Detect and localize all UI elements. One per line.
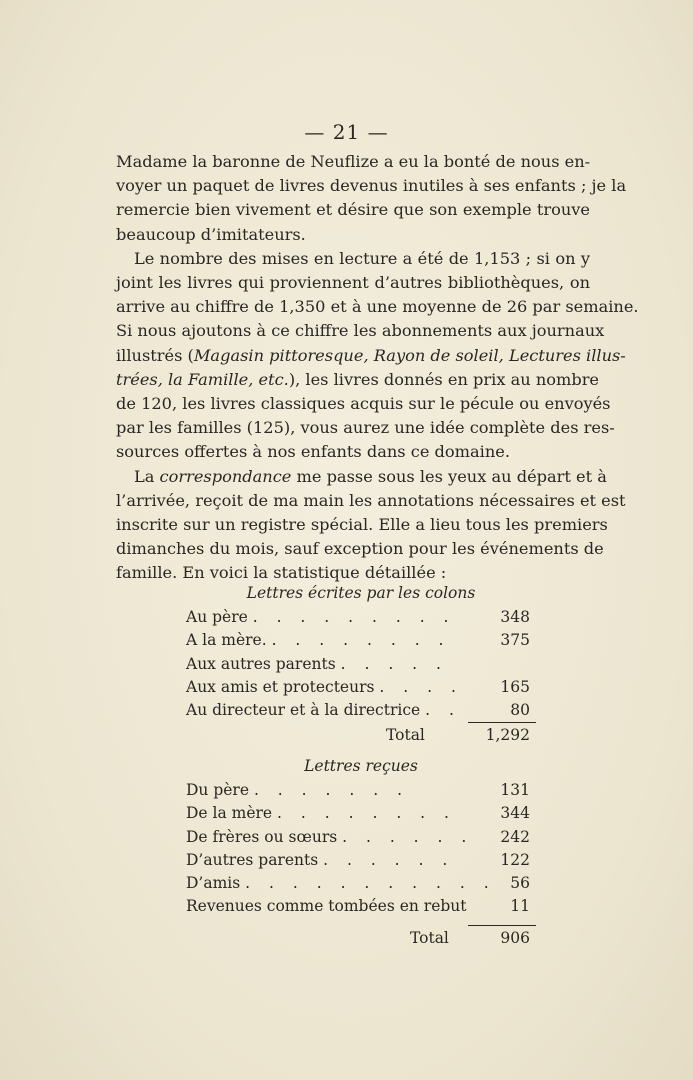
total-row [186,919,536,953]
row-label-text: D’amis [186,874,241,893]
text-line: inscrite sur un registre spécial. Elle a lieu tous les premiers [116,515,608,535]
row-value: 122 [500,850,530,869]
text-line: voyer un paquet de livres devenus inutiles à ses enfants ; je la [116,176,627,196]
row-label [186,872,496,895]
total-value: 906 [500,928,530,947]
row-label-text: Aux autres parents [186,654,336,673]
text-line: remercie bien vivement et désire que son exemple trouve [116,200,590,220]
text-line: Le nombre des mises en lecture a été de 1,153 ; si on y [134,248,590,268]
table-row [186,699,536,722]
row-label-text: Au directeur et à la directrice [186,701,421,720]
leader-dots: . . . . . . . . [271,631,451,650]
row-label-text: De frères ou sœurs [186,827,338,846]
leader-dots: . . . . . . . . . [252,608,456,626]
leader-dots: . . . . . . [323,850,455,869]
row-value: 375 [500,631,530,650]
row-value: 131 [500,781,530,799]
text-line: de 120, les livres classiques acquis sur le pécule ou envoyés [116,394,611,414]
leader-dots: . . . . . [340,654,448,673]
table-row [186,826,536,849]
text-line: par les familles (125), vous aurez une idée complète des res- [116,418,615,438]
total-label: Total [410,928,449,947]
table-row [186,849,536,872]
italic-span: correspondance [159,466,292,486]
row-label-text: Du père [186,781,250,799]
page-number: — 21 — [304,120,389,144]
table-row [186,895,536,918]
text-line: arrive au chiffre de 1,350 et à une moyenne de 26 par semaine. [116,297,639,317]
text-span: ), les livres donnés en prix au nombre [288,369,600,389]
text-line: famille. En voici la statistique détaillée : [116,563,447,583]
body-text [116,150,639,586]
row-value: 56 [510,874,530,893]
letters-sent-table [186,584,536,748]
row-label-text: Revenues comme tombées en rebut [186,897,467,916]
row-label-text: A la mère. [186,631,267,650]
leader-dots: . . . . . . . [253,781,410,799]
total-row [186,722,536,748]
paragraph-correspondence [116,465,626,586]
row-label [186,653,448,676]
total-label: Total [386,726,425,745]
row-label [186,606,455,629]
text-line: beaucoup d’imitateurs. [116,224,306,244]
table-row [186,872,536,895]
text-span: illustrés ( [116,345,194,365]
letters-received-table [186,757,536,953]
table-row [186,676,536,699]
row-value: 242 [500,827,530,846]
table-caption: Lettres reçues [304,757,418,775]
row-label [186,826,473,849]
italic-span: trées, la Famille, etc. [116,369,289,389]
leader-dots: . . . . . . [342,827,474,846]
total-value: 1,292 [485,726,530,745]
row-label-text: Aux amis et protecteurs [186,677,375,696]
row-label [186,629,450,652]
row-value: 348 [500,608,530,626]
row-label-text: De la mère [186,804,273,823]
text-line: joint les livres qui proviennent d’autres bibliothèques, on [116,273,590,293]
table-caption: Lettres écrites par les colons [246,584,476,602]
row-value: 344 [500,804,530,823]
text-line [116,344,626,368]
text-line: Madame la baronne de Neuflize a eu la bonté de nous en- [116,152,591,171]
row-label [186,849,454,872]
leader-dots: . . . . . . . . [277,804,456,823]
text-line: dimanches du mois, sauf exception pour les événements de [116,539,604,559]
row-label [186,779,409,802]
leader-dots: . . . . . . . . . . . [245,874,496,893]
text-line [116,368,600,392]
text-line: sources offertes à nos enfants dans ce domaine. [116,442,510,462]
text-line: Si nous ajoutons à ce chiffre les abonnements aux journaux [116,321,605,341]
italic-span: Magasin pittoresque, Rayon de soleil, Lectures illus- [193,345,626,365]
table-row [186,802,536,825]
leader-dots: . . . . [379,677,463,696]
table-row [186,779,536,802]
paragraph-reading [116,247,639,465]
row-label [186,699,461,722]
row-value: 165 [500,677,530,696]
row-label-text: D’autres parents [186,850,319,869]
paragraph-donation [116,150,627,247]
text-line [116,465,607,489]
table-row [186,629,536,652]
row-label-text: Au père [186,608,248,626]
table-row [186,653,536,676]
row-label [186,895,467,918]
text-line: l’arrivée, reçoit de ma main les annotations nécessaires et est [116,490,626,510]
row-value: 11 [510,897,530,916]
table-row [186,606,536,629]
leader-dots: . . [425,701,461,720]
text-span: me passe sous les yeux au départ et à [291,466,607,486]
row-label [186,676,463,699]
row-label [186,802,456,825]
row-value: 80 [510,701,530,720]
text-span: La [134,466,160,486]
